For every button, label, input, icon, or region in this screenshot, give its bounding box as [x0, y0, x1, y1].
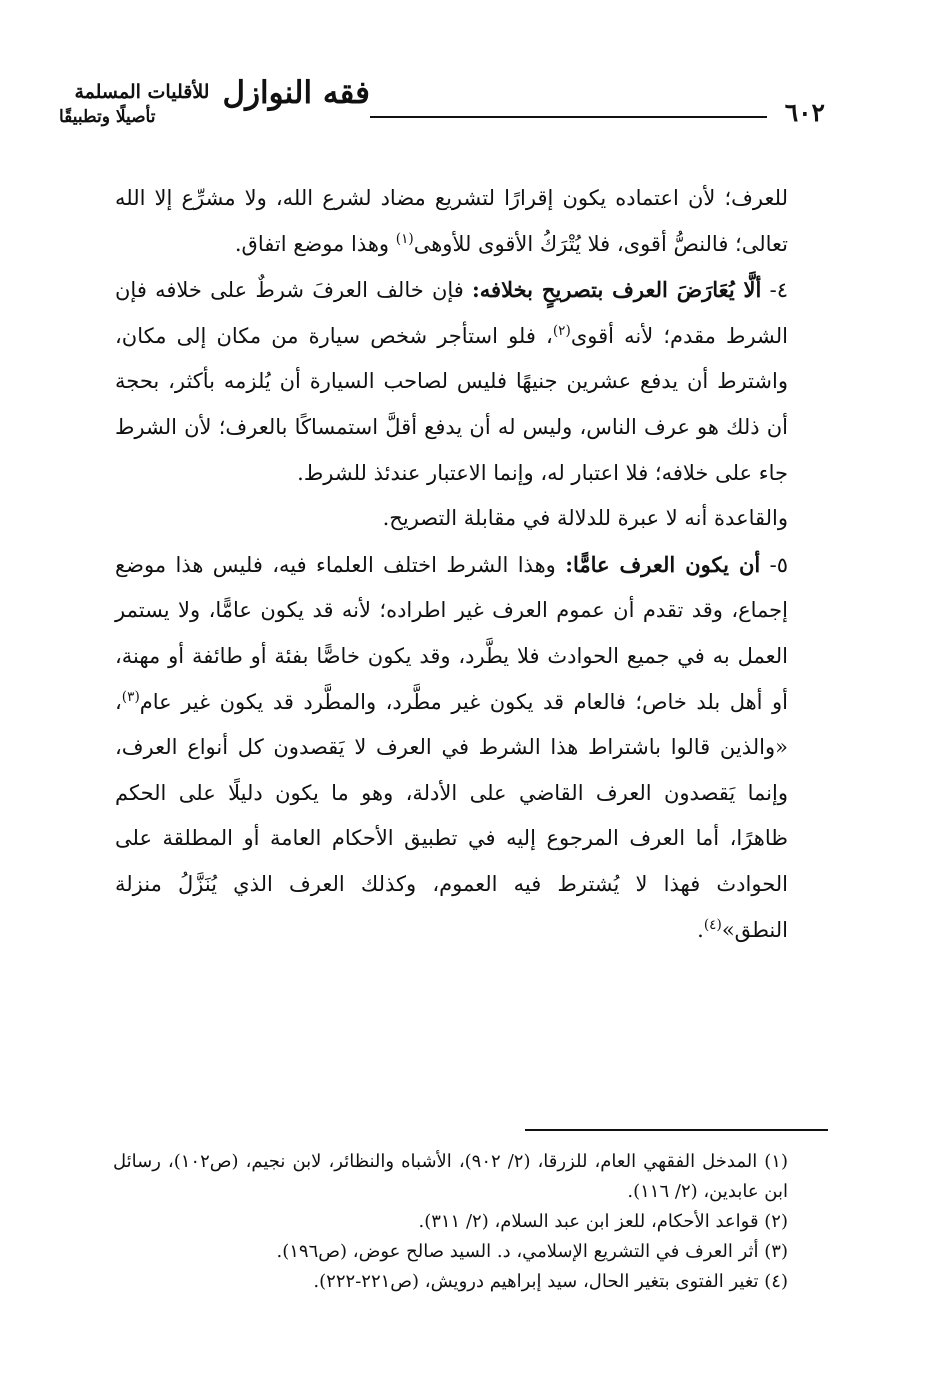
- page-number: ٦٠٢: [784, 98, 825, 127]
- footnotes: [113, 1147, 788, 1297]
- rule-paragraph: والقاعدة أنه لا عبرة للدلالة في مقابلة التصريح.: [382, 506, 788, 531]
- condition-5-text-a: وهذا الشرط اختلف العلماء فيه، فليس هذا موضع إجماع، وقد تقدم أن عموم العرف غير اطراده؛ لأنه قد يكون عامًّا، ولا يستمر العمل به في جميع الحوادث فلا يطَّرد، وقد يكون خاصًّا بفئة أو طائفة أو مهنة، أو أهل بلد خاص؛ فالعام قد يكون غير مطَّرد، والمطَّرد قد يكون غير عام: [115, 552, 788, 714]
- footnote-2: (٢) قواعد الأحكام، للعز ابن عبد السلام، (٢/ ٣١١).: [418, 1211, 788, 1232]
- condition-4: [115, 267, 788, 496]
- condition-5-text-b: ، «والذين قالوا باشتراط هذا الشرط في العرف لا يَقصدون كل أنواع العرف، وإنما يَقصدون العرف القاضي على الأدلة، وهو ما يكون دليلًا على الحكم ظاهرًا، أما العرف المرجوع إليه في تطبيق الأحكام العامة أو المطلقة على الحوادث فهذا لا يُشترط فيه العموم، وكذلك العرف الذي يُنَزَّلُ منزلة النطق»: [115, 689, 788, 942]
- intro-end: وهذا موضع اتفاق.: [234, 231, 396, 256]
- footnote-1: (١) المدخل الفقهي العام، للزرقا، (٢/ ٩٠٢)، الأشباه والنظائر، لابن نجيم، (ص١٠٢)، رسائل ابن عابدين، (٢/ ١١٦).: [113, 1151, 788, 1202]
- condition-5-end: .: [697, 917, 704, 942]
- footnotes-rule: [525, 1129, 828, 1131]
- header-rule: [370, 116, 767, 118]
- footnote-ref-2: (٢): [552, 322, 571, 339]
- condition-5-heading: أن يكون العرف عامًّا:: [565, 551, 761, 577]
- condition-4-heading: ألَّا يُعَارَضَ العرف بتصريحٍ بخلافه:: [472, 277, 762, 303]
- footnote-ref-1: (١): [395, 230, 414, 247]
- book-title: [55, 74, 370, 136]
- page-header: [55, 70, 825, 140]
- footnote-ref-4: (٤): [703, 916, 722, 933]
- book-title-main: فقه النوازل: [222, 75, 370, 111]
- book-title-tagline: تأصيلًا وتطبيقًا: [59, 107, 156, 127]
- condition-5: [115, 542, 788, 953]
- book-title-subtitle: للأقليات المسلمة: [74, 81, 210, 103]
- condition-4-text-b: ، فلو استأجر شخص سيارة من مكان إلى مكان، واشترط أن يدفع عشرين جنيهًا فليس لصاحب السيارة أن يُلزمه بأكثر، بحجة أن ذلك هو عرف الناس، وليس له أن يدفع أقلَّ استمساكًا بالعرف؛ لأن الشرط جاء على خلافه؛ فلا اعتبار له، وإنما الاعتبار عندئذ للشرط.: [115, 323, 788, 485]
- footnote-4: (٤) تغير الفتوى بتغير الحال، سيد إبراهيم درويش، (ص٢٢١-٢٢٢).: [313, 1271, 788, 1292]
- intro-paragraph: [115, 176, 788, 267]
- condition-5-number: ٥-: [760, 552, 789, 577]
- intro-text: للعرف؛ لأن اعتماده يكون إقرارًا لتشريع مضاد لشرع الله، ولا مشرِّع إلا الله تعالى؛ فالنصُّ أقوى، فلا يُتْرَكُ الأقوى للأوهى: [115, 186, 788, 256]
- condition-4-number: ٤-: [761, 278, 788, 303]
- footnote-ref-3: (٣): [121, 688, 140, 705]
- condition-4-text-a: فإن خالف العرفَ شرطٌ على خلافه فإن الشرط مقدم؛ لأنه أقوى: [115, 278, 789, 348]
- footnote-3: (٣) أثر العرف في التشريع الإسلامي، د. السيد صالح عوض، (ص١٩٦).: [276, 1241, 788, 1262]
- main-text: [115, 176, 788, 953]
